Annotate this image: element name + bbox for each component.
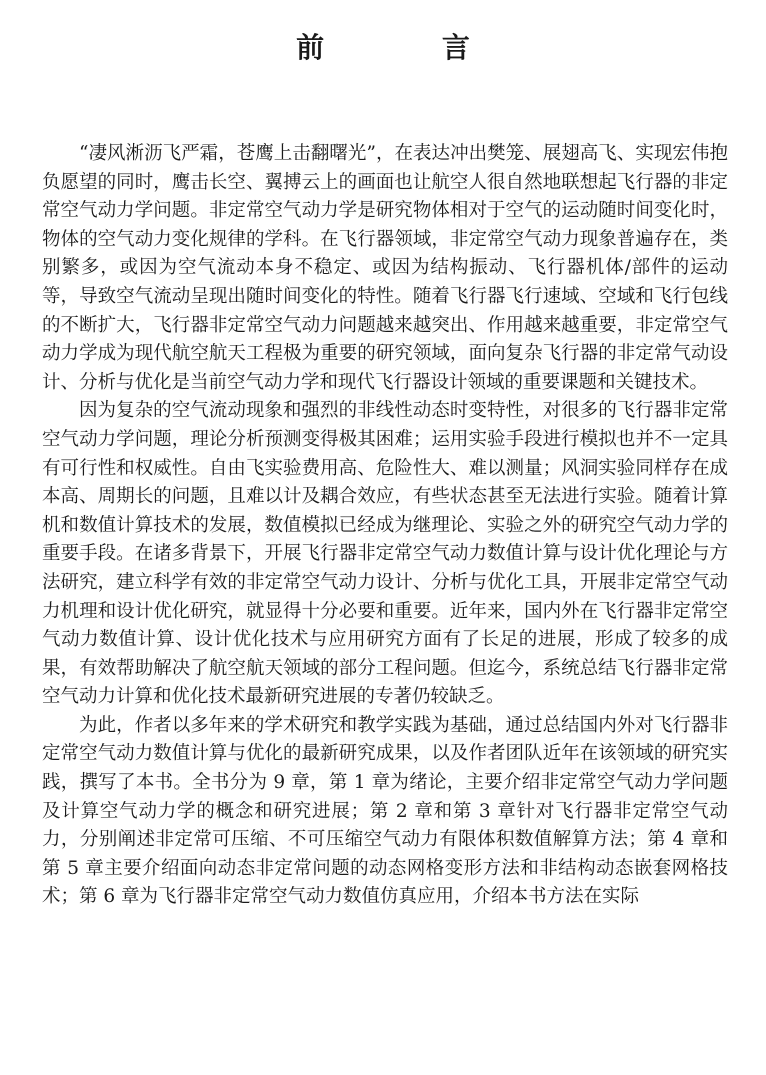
body-text: [42, 140, 728, 912]
page-title: 前 言: [296, 31, 524, 64]
paragraph-3: 为此，作者以多年来的学术研究和教学实践为基础，通过总结国内外对飞行器非定常空气动力数值计算与优化的最新研究成果，以及作者团队近年在该领域的研究实践，撰写了本书。全书分为 9 章，第 1 章为绪论，主要介绍非定常空气动力学问题及计算空气动力学的概念和研究进展；第 2 章和第 3 章针对飞行器非定常空气动力，分别阐述非定常可压缩、不可压缩空气动力有限体积数值解算方法；第 4 章和第 5 章主要介绍面向动态非定常问题的动态网格变形方法和非结构动态嵌套网格技术；第 6 章为飞行器非定常空气动力数值仿真应用，介绍本书方法在实际: [42, 714, 728, 908]
paragraph-1: “凄风淅沥飞严霜，苍鹰上击翻曙光”，在表达冲出樊笼、展翅高飞、实现宏伟抱负愿望的同时，鹰击长空、翼搏云上的画面也让航空人很自然地联想起飞行器的非定常空气动力学问题。非定常空气动力学是研究物体相对于空气的运动随时间变化时，物体的空气动力变化规律的学科。在飞行器领域，非定常空气动力现象普遍存在，类别繁多，或因为空气流动本身不稳定、或因为结构振动、飞行器机体/部件的运动等，导致空气流动呈现出随时间变化的特性。随着飞行器飞行速域、空域和飞行包线的不断扩大，飞行器非定常空气动力问题越来越突出、作用越来越重要，非定常空气动力学成为现代航空航天工程极为重要的研究领域，面向复杂飞行器的非定常气动设计、分析与优化是当前空气动力学和现代飞行器设计领域的重要课题和关键技术。: [42, 143, 728, 393]
paragraph-2: 因为复杂的空气流动现象和强烈的非线性动态时变特性，对很多的飞行器非定常空气动力学问题，理论分析预测变得极其困难；运用实验手段进行模拟也并不一定具有可行性和权威性。自由飞实验费用高、危险性大、难以测量；风洞实验同样存在成本高、周期长的问题，且难以计及耦合效应，有些状态甚至无法进行实验。随着计算机和数值计算技术的发展，数值模拟已经成为继理论、实验之外的研究空气动力学的重要手段。在诸多背景下，开展飞行器非定常空气动力数值计算与设计优化理论与方法研究，建立科学有效的非定常空气动力设计、分析与优化工具，开展非定常空气动力机理和设计优化研究，就显得十分必要和重要。近年来，国内外在飞行器非定常空气动力数值计算、设计优化技术与应用研究方面有了长足的进展，形成了较多的成果，有效帮助解决了航空航天领域的部分工程问题。但迄今，系统总结飞行器非定常空气动力计算和优化技术最新研究进展的专著仍较缺乏。: [42, 400, 728, 708]
